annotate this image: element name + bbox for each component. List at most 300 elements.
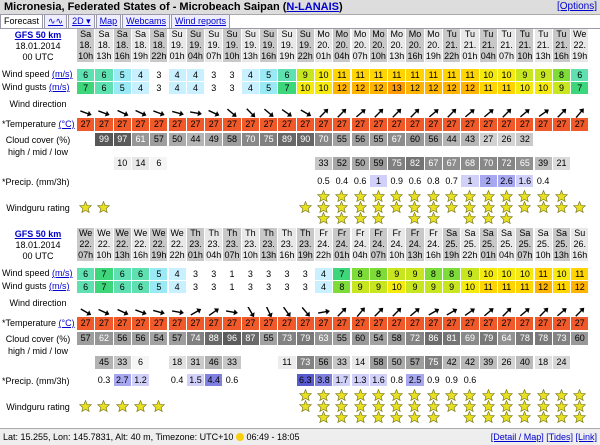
location-info	[3, 432, 299, 442]
wind-gusts-label	[0, 281, 76, 291]
day-cell: Mo	[406, 29, 424, 40]
cloud-low-cell: 14	[132, 157, 150, 170]
wind-speed-cell: 4	[315, 268, 333, 280]
temperature-cell: 27	[278, 317, 296, 330]
wind-arrow-icon	[262, 307, 276, 317]
day-cell: We	[169, 228, 187, 239]
wind-arrow-icon	[555, 108, 569, 118]
wind-arrow-icon	[152, 108, 166, 118]
day-cell: Fr	[333, 228, 351, 239]
precip-cell	[480, 374, 498, 386]
cloud-low-cell: 72	[498, 157, 516, 170]
temperature-cell: 27	[150, 317, 168, 330]
precip-cell	[571, 374, 589, 386]
hour-cell: 16h	[406, 51, 424, 62]
hour-cell: 01h	[480, 250, 498, 261]
wind-gusts-cell: 3	[187, 281, 205, 293]
rating-star-icon	[555, 411, 568, 425]
hour-cell: 04h	[205, 250, 223, 261]
wind-arrow-icon	[152, 307, 166, 317]
cloud-low-cell: 6	[150, 157, 168, 170]
wind-speed-cell: 3	[223, 69, 241, 81]
temperature-cell: 27	[535, 118, 553, 131]
wind-speed-cell: 3	[205, 69, 223, 81]
wind-arrow-icon	[500, 307, 514, 317]
date-cell: 24.	[388, 239, 406, 250]
wind-gusts-cell: 6	[132, 281, 150, 293]
rating-star-icon	[354, 212, 367, 226]
date-cell: 20.	[388, 40, 406, 51]
cloud-low-cell	[260, 356, 278, 369]
rating-star-icon	[518, 411, 531, 425]
wind-arrow-icon	[299, 108, 313, 118]
rating-star-icon	[500, 411, 513, 425]
hour-cell: 22h	[461, 250, 479, 261]
cloud-high-cell: 60	[352, 332, 370, 345]
wind-speed-cell: 3	[297, 268, 315, 280]
precip-cell: 4.4	[205, 374, 223, 386]
wind-arrow-icon	[573, 108, 587, 118]
wind-speed-cell: 9	[535, 69, 553, 81]
cloud-high-cell	[77, 133, 95, 146]
day-cell: Mo	[388, 29, 406, 40]
wind-gusts-cell: 6	[77, 281, 95, 293]
date-cell: 22.	[114, 239, 132, 250]
wind-speed-cell: 1	[223, 268, 241, 280]
wind-arrow-icon	[280, 307, 294, 317]
day-cell: Th	[278, 228, 296, 239]
wind-speed-cell: 4	[132, 69, 150, 81]
temperature-label-unit-link[interactable]: (°C)	[58, 119, 75, 129]
wind-arrow-icon	[299, 307, 313, 317]
wind-gusts-cell: 11	[480, 281, 498, 293]
precip-cell: 0.4	[333, 175, 351, 187]
temperature-cell: 27	[553, 118, 571, 131]
wind-speed-cell: 10	[516, 268, 534, 280]
cloud-low-cell: 45	[95, 356, 113, 369]
cloud-high-cell: 86	[425, 332, 443, 345]
hour-cell: 16h	[553, 51, 571, 62]
cloud-low-cell: 75	[425, 356, 443, 369]
day-cell: Sa	[553, 228, 571, 239]
temperature-cell: 27	[260, 118, 278, 131]
wind-speed-cell: 11	[425, 69, 443, 81]
wind-arrow-icon	[482, 307, 496, 317]
hour-cell: 10h	[95, 250, 113, 261]
wind-arrow-icon	[427, 307, 441, 317]
precip-cell: 0.7	[443, 175, 461, 187]
day-cell: Mo	[352, 29, 370, 40]
spot-title: Micronesia, Federated States of - Microbeach Saipan (N-LANAIS)	[4, 1, 343, 13]
date-cell: 19.	[187, 40, 205, 51]
hour-cell: 07h	[498, 51, 516, 62]
wind-gusts-label-unit-link[interactable]: (m/s)	[49, 82, 70, 92]
wind-gusts-cell: 1	[223, 281, 241, 293]
tab-5[interactable]: Wind reports	[171, 14, 230, 28]
tab-3[interactable]: Map	[96, 14, 122, 28]
model-name[interactable]: GFS 50 km	[14, 30, 62, 40]
wind-arrow-icon	[280, 108, 294, 118]
cloud-low-cell: 31	[187, 356, 205, 369]
date-cell: 23.	[223, 239, 241, 250]
hour-cell: 04h	[187, 51, 205, 62]
wind-gusts-cell: 3	[260, 281, 278, 293]
day-cell: Tu	[553, 29, 571, 40]
wind-arrow-icon	[537, 108, 551, 118]
rating-star-icon	[372, 411, 385, 425]
day-cell: Th	[242, 228, 260, 239]
wind-arrow-icon	[171, 307, 185, 317]
temperature-cell: 27	[571, 118, 589, 131]
wind-gusts-cell: 10	[461, 281, 479, 293]
wind-arrow-icon	[171, 108, 185, 118]
permalink-link[interactable]: [Link]	[575, 432, 597, 442]
tab-0[interactable]: Forecast	[0, 14, 43, 28]
wind-speed-cell: 8	[370, 268, 388, 280]
hour-cell: 07h	[223, 250, 241, 261]
temperature-cell: 27	[370, 317, 388, 330]
wind-arrow-icon	[317, 307, 331, 317]
spot-code-link[interactable]: N-LANAIS	[286, 1, 339, 13]
cloud-high-cell: 55	[333, 332, 351, 345]
precip-cell: 0.8	[425, 175, 443, 187]
cloud-low-cell: 6	[132, 356, 150, 369]
precip-cell: 2	[480, 175, 498, 187]
day-cell: Fr	[370, 228, 388, 239]
model-name[interactable]: GFS 50 km	[14, 229, 62, 239]
wind-speed-cell: 10	[480, 69, 498, 81]
precip-cell	[278, 374, 296, 386]
date-cell: 24.	[352, 239, 370, 250]
cloud-high-cell: 57	[169, 332, 187, 345]
date-cell: 21.	[480, 40, 498, 51]
cloud-low-cell: 70	[480, 157, 498, 170]
wind-speed-cell: 10	[553, 268, 571, 280]
wind-arrow-icon	[390, 307, 404, 317]
wind-speed-cell: 6	[278, 69, 296, 81]
precip-cell	[205, 175, 223, 187]
wind-gusts-cell: 3	[278, 281, 296, 293]
wind-arrow-icon	[116, 307, 130, 317]
precip-cell	[169, 175, 187, 187]
precip-cell	[535, 374, 553, 386]
wind-arrow-icon	[408, 307, 422, 317]
temperature-cell: 27	[223, 118, 241, 131]
temperature-cell: 27	[315, 118, 333, 131]
cloud-high-cell: 26	[498, 133, 516, 146]
hour-cell: 04h	[333, 51, 351, 62]
hour-cell: 19h	[443, 250, 461, 261]
wind-gusts-cell: 3	[205, 281, 223, 293]
cloud-high-cell: 44	[187, 133, 205, 146]
wind-gusts-cell: 12	[406, 82, 424, 94]
wind-arrow-icon	[372, 307, 386, 317]
date-cell: 18.	[77, 40, 95, 51]
wind-arrow-icon	[445, 108, 459, 118]
cloud-high-cell: 50	[169, 133, 187, 146]
temperature-label-text: *Temperature	[2, 318, 57, 328]
date-cell: 18.	[95, 40, 113, 51]
date-cell: 20.	[333, 40, 351, 51]
wind-gusts-cell: 10	[297, 82, 315, 94]
wind-speed-cell: 9	[461, 268, 479, 280]
temperature-cell: 27	[132, 317, 150, 330]
hour-cell: 19h	[150, 250, 168, 261]
date-cell: 19.	[205, 40, 223, 51]
day-cell: Su	[223, 29, 241, 40]
temperature-cell: 27	[333, 317, 351, 330]
hour-cell: 04h	[480, 51, 498, 62]
rating-star-icon	[537, 411, 550, 425]
wind-arrow-icon	[573, 307, 587, 317]
temperature-cell: 27	[388, 118, 406, 131]
precip-cell: 0.4	[169, 374, 187, 386]
day-cell: Su	[571, 228, 589, 239]
precip-cell: 1	[370, 175, 388, 187]
cloud-high-cell: 96	[223, 332, 241, 345]
day-cell: We	[95, 228, 113, 239]
date-cell: 20.	[315, 40, 333, 51]
precip-cell: 1.6	[516, 175, 534, 187]
rating-star-icon	[427, 212, 440, 226]
hour-cell: 07h	[352, 51, 370, 62]
model-utc: 00 UTC	[22, 251, 54, 261]
wind-speed-cell: 11	[535, 268, 553, 280]
cloud-high-cell: 27	[480, 133, 498, 146]
wind-arrow-icon	[335, 108, 349, 118]
footer-bar	[0, 428, 600, 445]
temperature-cell: 27	[370, 118, 388, 131]
wind-arrow-icon	[317, 108, 331, 118]
wind-speed-cell: 8	[443, 268, 461, 280]
precip-cell: 2.5	[406, 374, 424, 386]
wind-gusts-cell: 7	[278, 82, 296, 94]
day-cell: Mo	[370, 29, 388, 40]
cloud-high-cell: 49	[205, 133, 223, 146]
precip-cell	[150, 374, 168, 386]
wind-gusts-cell: 10	[535, 82, 553, 94]
wind-gusts-cell: 11	[516, 281, 534, 293]
precip-cell: 1.2	[132, 374, 150, 386]
cloud-low-cell: 42	[443, 356, 461, 369]
cloud-high-cell: 44	[443, 133, 461, 146]
hour-cell: 04h	[352, 250, 370, 261]
detail-map-link[interactable]: [Detail / Map]	[490, 432, 544, 442]
day-cell: Sa	[132, 29, 150, 40]
temperature-cell: 27	[480, 118, 498, 131]
temperature-cell: 27	[461, 317, 479, 330]
temperature-cell: 27	[498, 317, 516, 330]
rating-star-icon	[573, 201, 586, 215]
wind-speed-cell: 4	[169, 69, 187, 81]
day-cell: Tu	[535, 29, 553, 40]
tab-2[interactable]: 2D ▾	[68, 14, 95, 28]
rating-star-icon	[372, 212, 385, 226]
wind-speed-cell: 11	[370, 69, 388, 81]
wind-speed-cell: 8	[553, 69, 571, 81]
wind-speed-cell: 6	[571, 69, 589, 81]
tab-4[interactable]: Webcams	[122, 14, 170, 28]
hour-cell: 01h	[169, 51, 187, 62]
wind-speed-cell: 6	[114, 268, 132, 280]
temperature-cell: 27	[114, 317, 132, 330]
wind-arrow-icon	[390, 108, 404, 118]
hour-cell: 10h	[388, 250, 406, 261]
temperature-cell: 27	[205, 118, 223, 131]
precip-cell	[242, 175, 260, 187]
precip-cell	[114, 175, 132, 187]
wind-gusts-cell: 7	[95, 281, 113, 293]
wind-gusts-cell: 5	[150, 281, 168, 293]
day-cell: Su	[169, 29, 187, 40]
day-cell: Mo	[315, 29, 333, 40]
rating-star-icon	[134, 400, 147, 414]
rating-star-icon	[390, 411, 403, 425]
wind-speed-cell: 8	[352, 268, 370, 280]
rating-star-icon	[482, 411, 495, 425]
cloud-high-cell: 81	[443, 332, 461, 345]
wind-gusts-cell: 10	[315, 82, 333, 94]
hour-cell: 07h	[205, 51, 223, 62]
temperature-cell: 27	[352, 317, 370, 330]
cloud-low-cell: 18	[169, 356, 187, 369]
day-cell: Tu	[443, 29, 461, 40]
rating-star-icon	[354, 411, 367, 425]
tides-link[interactable]: [Tides]	[546, 432, 573, 442]
wind-gusts-cell: 12	[443, 82, 461, 94]
wind-speed-cell: 9	[516, 69, 534, 81]
cloud-high-cell: 89	[278, 133, 296, 146]
wind-speed-cell: 9	[406, 268, 424, 280]
wind-speed-cell: 6	[132, 268, 150, 280]
temperature-cell: 27	[516, 317, 534, 330]
wind-gusts-cell: 9	[352, 281, 370, 293]
wind-speed-cell: 5	[150, 268, 168, 280]
temperature-cell: 27	[223, 317, 241, 330]
wind-speed-cell: 11	[571, 268, 589, 280]
temperature-cell: 27	[480, 317, 498, 330]
cloud-low-cell: 21	[553, 157, 571, 170]
wind-arrow-icon	[518, 108, 532, 118]
cloud-low-cell: 33	[223, 356, 241, 369]
wind-gusts-cell: 4	[187, 82, 205, 94]
date-cell: 24.	[425, 239, 443, 250]
wind-speed-cell: 10	[498, 69, 516, 81]
date-cell: 23.	[297, 239, 315, 250]
wind-arrow-icon	[134, 108, 148, 118]
rating-star-icon	[97, 201, 110, 215]
wind-gusts-cell: 12	[425, 82, 443, 94]
wind-gusts-label-unit-link[interactable]: (m/s)	[49, 281, 70, 291]
day-cell: Fr	[388, 228, 406, 239]
day-cell: Su	[187, 29, 205, 40]
date-cell: 25.	[498, 239, 516, 250]
wind-speed-cell: 4	[242, 69, 260, 81]
cloud-high-cell: 88	[205, 332, 223, 345]
wind-gusts-cell: 11	[553, 281, 571, 293]
rating-star-icon	[500, 212, 513, 226]
wind-gusts-cell: 12	[370, 82, 388, 94]
cloud-low-cell: 39	[480, 356, 498, 369]
cloud-high-cell: 60	[571, 332, 589, 345]
temperature-cell: 27	[114, 118, 132, 131]
wind-gusts-cell: 9	[425, 281, 443, 293]
temperature-cell: 27	[205, 317, 223, 330]
wind-speed-label	[0, 268, 76, 278]
wind-arrow-icon	[244, 307, 258, 317]
hour-cell: 13h	[406, 250, 424, 261]
rating-star-icon	[463, 212, 476, 226]
wind-arrow-icon	[189, 108, 203, 118]
cloud-low-cell: 65	[516, 157, 534, 170]
precip-cell: 1.6	[370, 374, 388, 386]
cloud-high-cell: 78	[516, 332, 534, 345]
model-utc: 00 UTC	[22, 52, 54, 62]
date-cell: 23.	[242, 239, 260, 250]
hour-cell: 04h	[498, 250, 516, 261]
hour-cell: 16h	[132, 250, 150, 261]
temperature-cell: 27	[242, 118, 260, 131]
wind-gusts-cell: 4	[242, 82, 260, 94]
cloud-low-cell	[169, 157, 187, 170]
wind-gusts-cell: 9	[553, 82, 571, 94]
cloud-high-cell: 57	[150, 133, 168, 146]
day-cell: We	[132, 228, 150, 239]
temperature-cell: 27	[297, 317, 315, 330]
hour-cell: 07h	[77, 250, 95, 261]
precip-cell	[498, 374, 516, 386]
cloud-high-cell: 67	[388, 133, 406, 146]
wind-arrow-icon	[97, 108, 111, 118]
date-cell: 20.	[406, 40, 424, 51]
wind-gusts-cell: 10	[516, 82, 534, 94]
tab-1[interactable]: ∿∿	[44, 14, 67, 28]
day-cell: We	[77, 228, 95, 239]
hour-cell: 10h	[535, 250, 553, 261]
temperature-label-unit-link[interactable]: (°C)	[58, 318, 75, 328]
precip-cell: 0.9	[388, 175, 406, 187]
cloud-high-cell: 61	[132, 133, 150, 146]
wind-gusts-cell: 3	[297, 281, 315, 293]
precip-cell	[77, 374, 95, 386]
cloud-low-cell: 58	[370, 356, 388, 369]
cloud-high-cell: 58	[223, 133, 241, 146]
wind-speed-label-unit-link[interactable]: (m/s)	[52, 69, 73, 79]
wind-speed-cell: 4	[187, 69, 205, 81]
rating-star-icon	[482, 212, 495, 226]
wind-speed-cell: 6	[95, 69, 113, 81]
precip-cell	[553, 374, 571, 386]
cloud-hml-label: high / mid / low	[7, 346, 69, 356]
cloud-low-cell	[278, 157, 296, 170]
hour-cell: 13h	[553, 250, 571, 261]
wind-arrow-icon	[262, 108, 276, 118]
wind-speed-label-unit-link[interactable]: (m/s)	[52, 268, 73, 278]
precip-cell: 1.3	[352, 374, 370, 386]
temperature-cell: 27	[443, 118, 461, 131]
hour-cell: 22h	[150, 51, 168, 62]
wind-arrow-icon	[463, 307, 477, 317]
precip-cell: 2.7	[114, 374, 132, 386]
day-cell: Sa	[516, 228, 534, 239]
wind-gusts-cell: 4	[169, 82, 187, 94]
date-cell: 18.	[114, 40, 132, 51]
wind-arrow-icon	[207, 108, 221, 118]
cloud-high-cell: 56	[132, 332, 150, 345]
day-cell: Th	[223, 228, 241, 239]
options-link[interactable]: [Options]	[556, 1, 597, 12]
wind-arrow-icon	[354, 108, 368, 118]
